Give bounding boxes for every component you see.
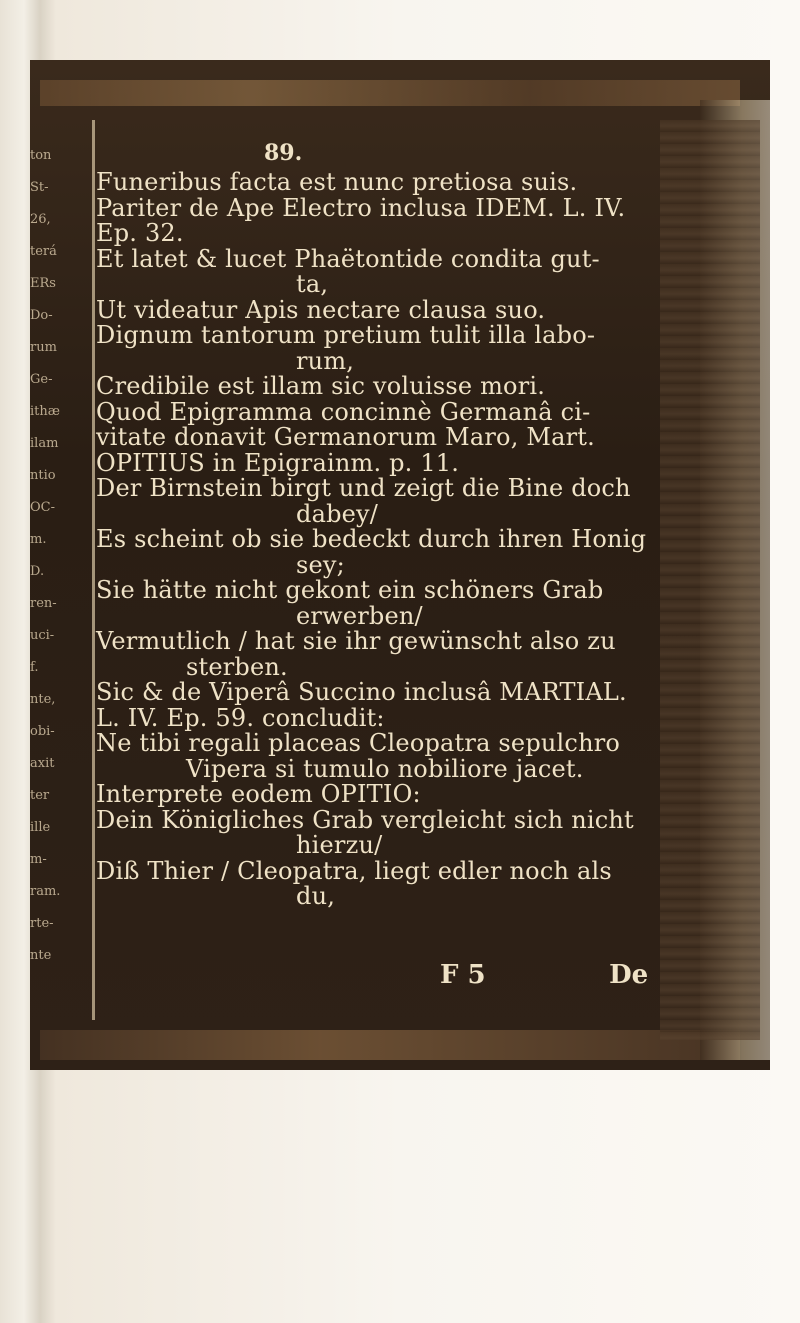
margin-fragment: Ge- (30, 372, 53, 387)
margin-fragment: nte, (30, 692, 56, 707)
text-line: sterben. (186, 652, 288, 681)
margin-fragment: uci- (30, 628, 55, 643)
margin-fragment: ille (30, 820, 51, 835)
margin-fragment: 26, (30, 212, 51, 227)
text-line: dabey/ (296, 499, 379, 528)
text-line: Diß Thier / Cleopatra, liegt edler noch als (96, 856, 612, 885)
text-line: L. IV. Ep. 59. concludit: (96, 703, 385, 732)
text-line: Dignum tantorum pretium tulit illa labo- (96, 321, 596, 349)
text-line: vitate donavit Germanorum Maro, Mart. (96, 423, 595, 451)
text-line: Ne tibi regali placeas Cleopatra sepulchro (96, 729, 621, 757)
text-line: Credibile est illam sic voluisse mori. (96, 372, 546, 400)
gutter-rule (92, 120, 95, 1020)
text-line: Et latet & lucet Phaëtontide condita gut- (96, 244, 600, 273)
margin-fragment: nte (30, 948, 52, 963)
text-line: Vermutlich / hat sie ihr gewünscht also zu (96, 627, 616, 655)
margin-fragment: ilam (30, 436, 59, 451)
page-text (96, 170, 676, 910)
text-line: Sic & de Viperâ Succino inclusâ MARTIAL. (96, 678, 627, 706)
margin-fragment: rte- (30, 916, 54, 931)
margin-fragment: ton (30, 148, 52, 163)
page-footer (440, 960, 680, 990)
text-line: Dein Königliches Grab vergleicht sich nicht (96, 805, 634, 834)
signature-mark: F 5 (440, 960, 486, 990)
left-margin-fragments (30, 140, 92, 1020)
text-line: ta, (296, 270, 329, 298)
text-line: rum, (296, 346, 355, 375)
margin-fragment: ERs (30, 276, 56, 291)
margin-fragment: m. (30, 532, 47, 547)
text-line: sey; (296, 550, 345, 579)
text-line: Funeribus facta est nunc pretiosa suis. (96, 168, 578, 196)
margin-fragment: St- (30, 180, 49, 195)
margin-fragment: ter (30, 788, 50, 803)
text-line: hierzu/ (296, 831, 383, 859)
text-line: OPITIUS in Epigrainm. p. 11. (96, 448, 460, 477)
margin-fragment: obi- (30, 724, 55, 739)
text-line: du, (296, 882, 336, 910)
text-line: Pariter de Ape Electro inclusa IDEM. L. IV. (96, 193, 626, 222)
margin-fragment: rum (30, 340, 57, 355)
margin-fragment: axit (30, 756, 55, 771)
text-line: Ep. 32. (96, 219, 184, 247)
text-line: erwerben/ (296, 601, 423, 630)
text-line: Sie hätte nicht gekont ein schöners Grab (96, 576, 604, 604)
top-binding-strip (40, 80, 740, 106)
text-line: Interprete eodem OPITIO: (96, 780, 421, 808)
text-line: Vipera si tumulo nobiliore jacet. (186, 754, 584, 783)
margin-fragment: f. (30, 660, 39, 675)
margin-fragment: ntio (30, 468, 56, 483)
margin-fragment: ithæ (30, 404, 60, 419)
text-line: Ut videatur Apis nectare clausa suo. (96, 295, 546, 324)
margin-fragment: Do- (30, 308, 53, 323)
margin-fragment: OC- (30, 500, 55, 515)
margin-fragment: ren- (30, 596, 57, 611)
text-line: Quod Epigramma concinnè Germanâ ci- (96, 397, 591, 426)
bottom-binding-strip (40, 1030, 740, 1060)
page-number: 89. (264, 140, 303, 166)
margin-fragment: m- (30, 852, 47, 867)
margin-fragment: ram. (30, 884, 61, 899)
margin-fragment: terá (30, 244, 57, 259)
catchword: De (609, 960, 649, 990)
text-line: Der Birnstein birgt und zeigt die Bine doch (96, 474, 631, 502)
margin-fragment: D. (30, 564, 45, 579)
text-line: Es scheint ob sie bedeckt durch ihren Honig (96, 525, 647, 553)
